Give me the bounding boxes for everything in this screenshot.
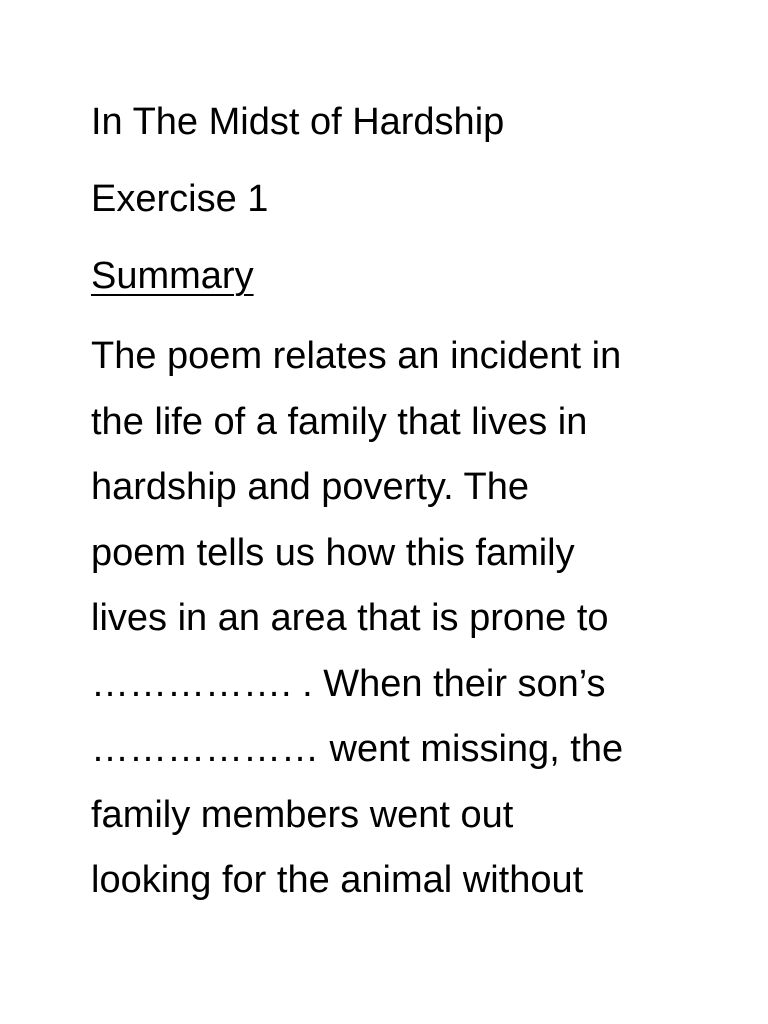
text-line: poem tells us how this family [91, 531, 575, 574]
text-line: ……………. . When their son’s [91, 662, 606, 705]
text-line: The poem relates an incident in [91, 335, 622, 377]
text-line: the life of a family that lives in [91, 400, 588, 443]
section-heading: Summary [91, 255, 254, 297]
text-line: lives in an area that is prone to [91, 597, 609, 639]
text-line: hardship and poverty. The [91, 466, 529, 508]
summary-paragraph [91, 324, 731, 914]
document-title: In The Midst of Hardship [91, 101, 505, 143]
exercise-label: Exercise 1 [91, 178, 269, 220]
text-line: looking for the animal without [91, 859, 584, 901]
text-line: ……………… went missing, the [91, 728, 624, 770]
document-page [91, 96, 731, 914]
text-line: family members went out [91, 793, 514, 836]
